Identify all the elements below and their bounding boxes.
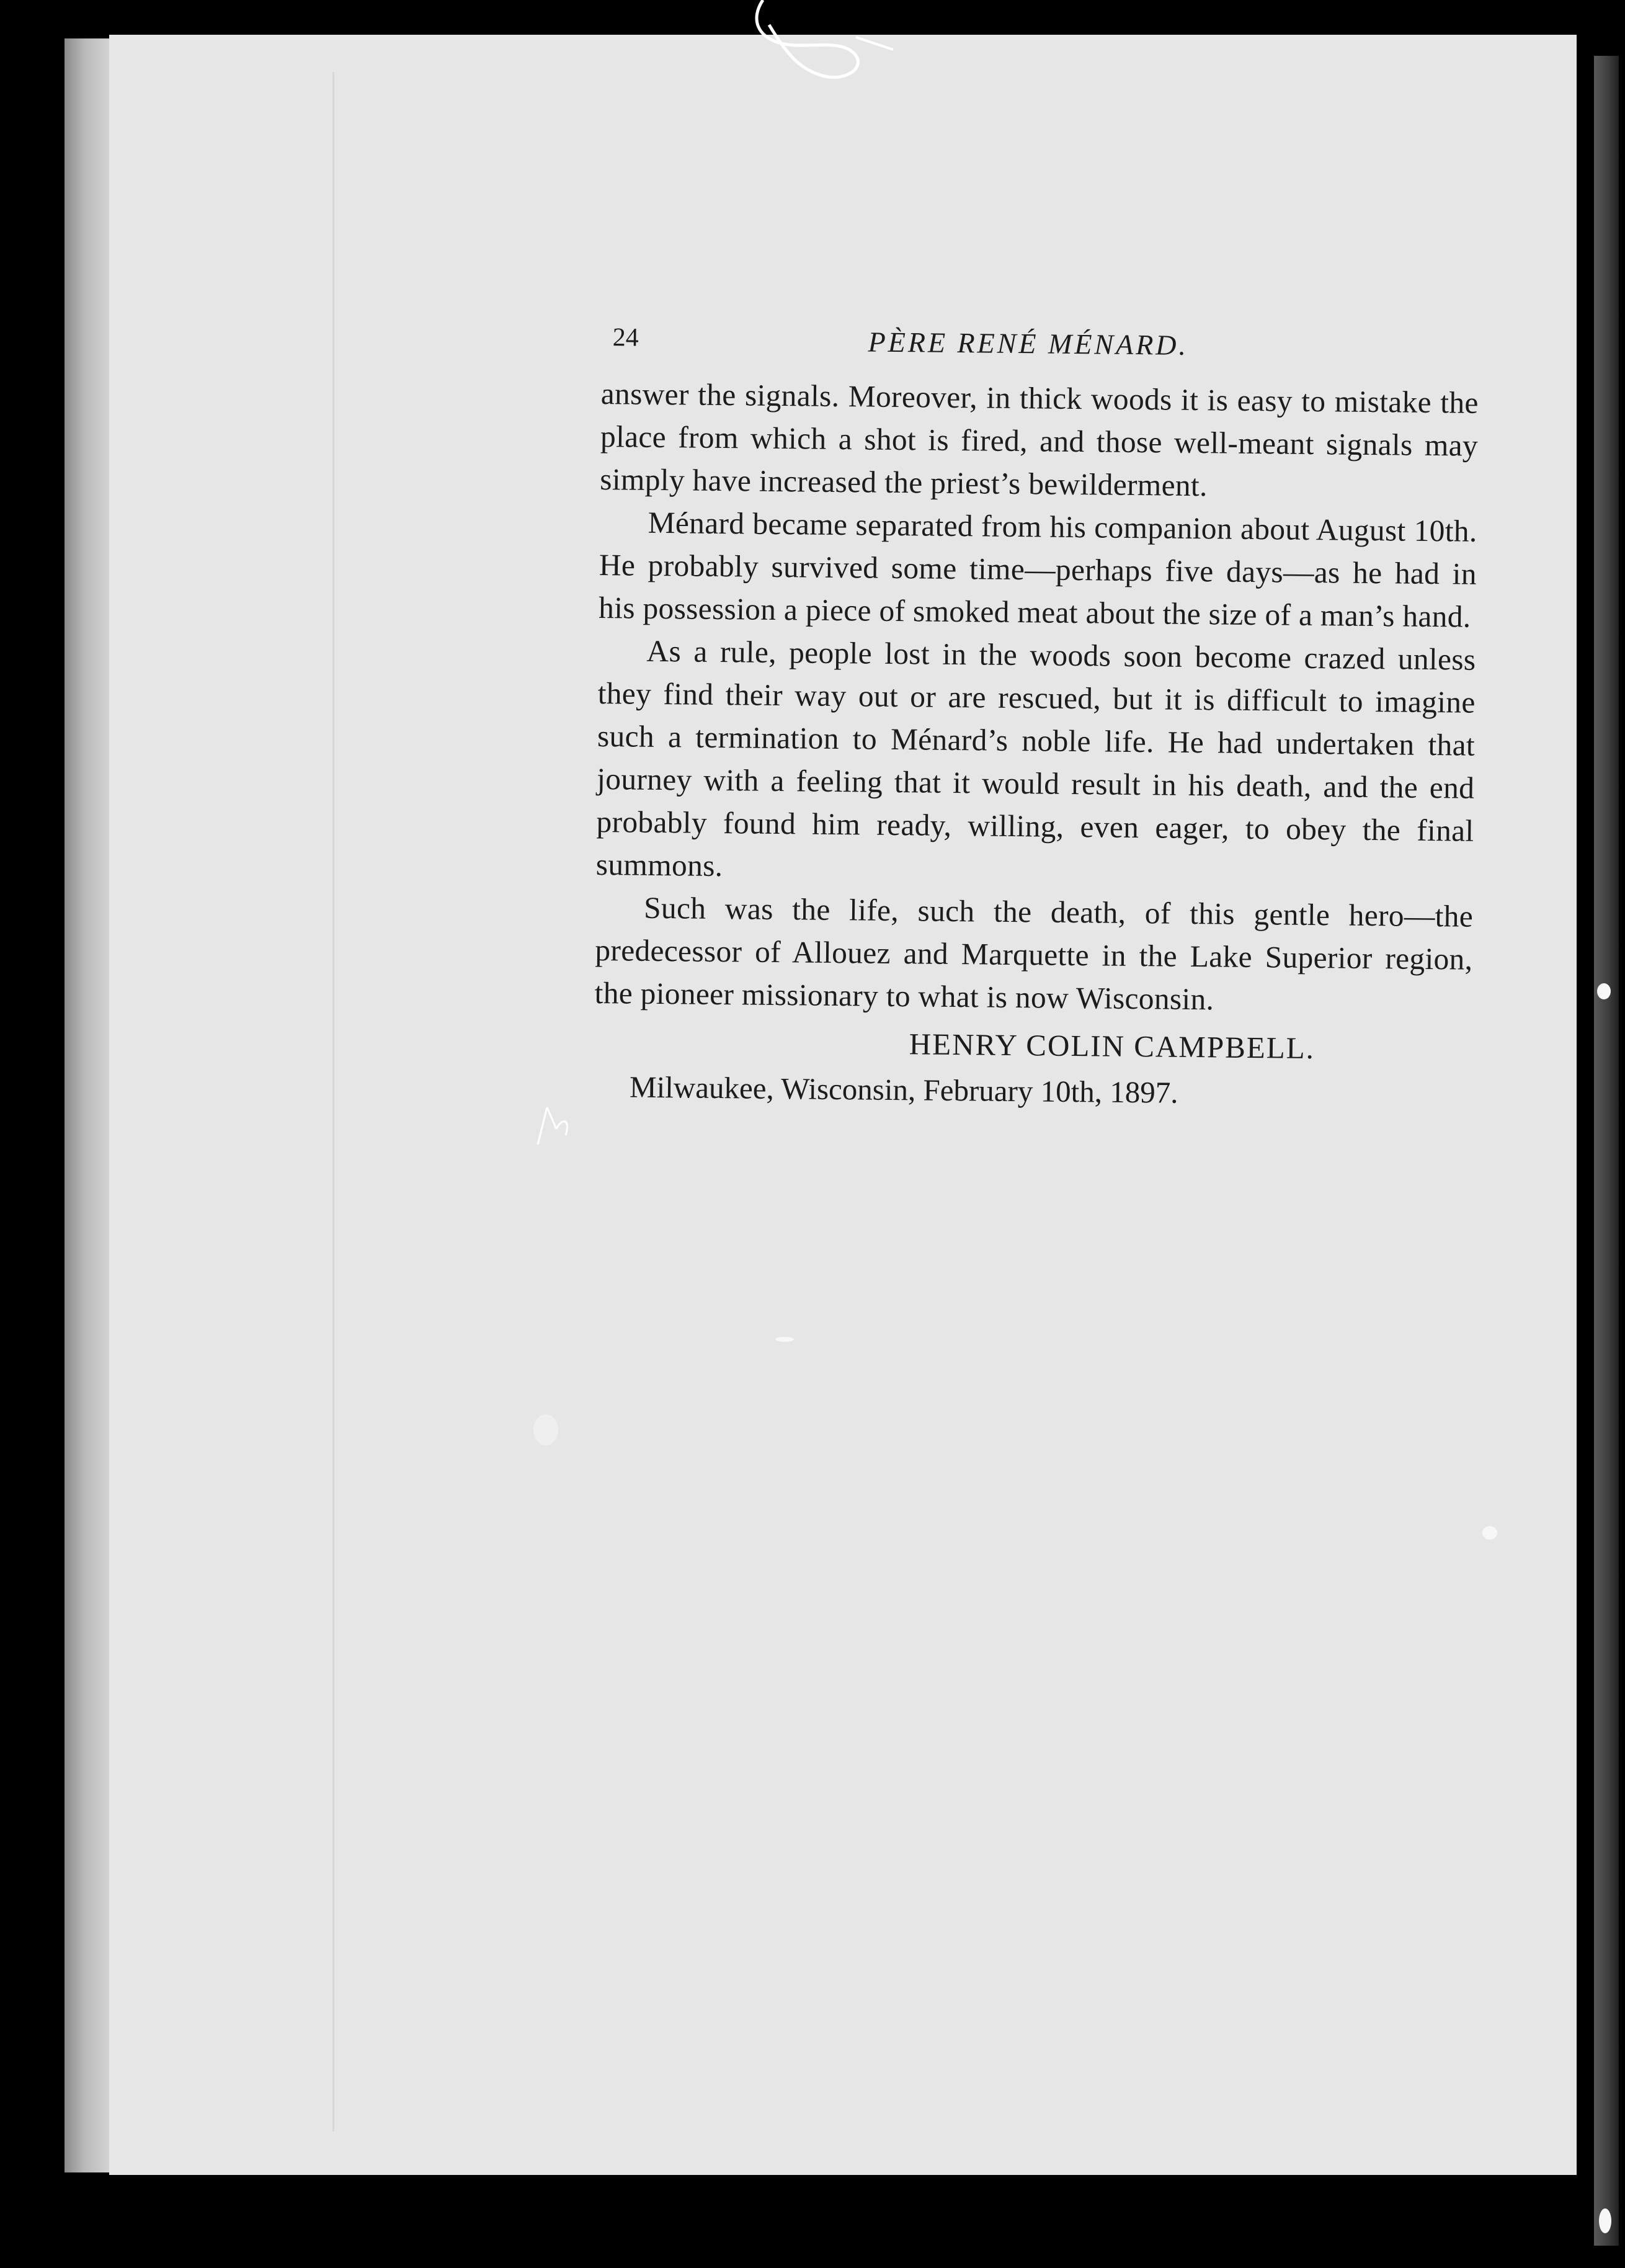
body-paragraph: As a rule, people lost in the woods soon become crazed unless they find their way out or are rescued, but it is difficult to imagine such a termination to Ménard’s noble life. He had undertaken that journey with a feeling that it would result in his death, and the end probably found him ready, willing, even eager, to obey the final summons.	[595, 633, 1476, 883]
body-paragraph: answer the signals. Moreover, in thick woods it is easy to mistake the place from which a shot is fired, and those well-meant signals may simply have increased the priest’s bewilderment.	[600, 376, 1479, 503]
page-number: 24	[612, 323, 639, 352]
running-head	[601, 323, 1479, 382]
running-title: PÈRE RENÉ MÉNARD.	[868, 326, 1189, 361]
page-text	[594, 323, 1479, 1118]
bookmark-string-icon	[750, 0, 893, 87]
page-stack-edge	[1594, 56, 1619, 2246]
scan-dust-speck	[1599, 2208, 1611, 2233]
body-paragraph: Such was the life, such the death, of this gentle hero—the predecessor of Allouez and Marquette in the Lake Superior region, the pioneer missionary to what is now Wisconsin.	[594, 890, 1474, 1017]
dateline: Milwaukee, Wisconsin, February 10th, 1897.	[629, 1069, 1178, 1110]
scan-dust-speck	[1597, 983, 1611, 999]
body-paragraph: Ménard became separated from his companion about August 10th. He probably survived some time—perhaps five days—as he had in his possession a piece of smoked meat about the size of a man’s hand.	[598, 505, 1477, 634]
book-spine-edge	[65, 38, 109, 2172]
scan-dust-speck	[533, 1414, 558, 1445]
pencil-mark-icon	[535, 1104, 572, 1148]
scan-dust-speck	[775, 1337, 794, 1342]
page-fold-line	[332, 72, 334, 2132]
author-signature: HENRY COLIN CAMPBELL.	[909, 1027, 1316, 1066]
scan-dust-speck	[1482, 1526, 1497, 1540]
